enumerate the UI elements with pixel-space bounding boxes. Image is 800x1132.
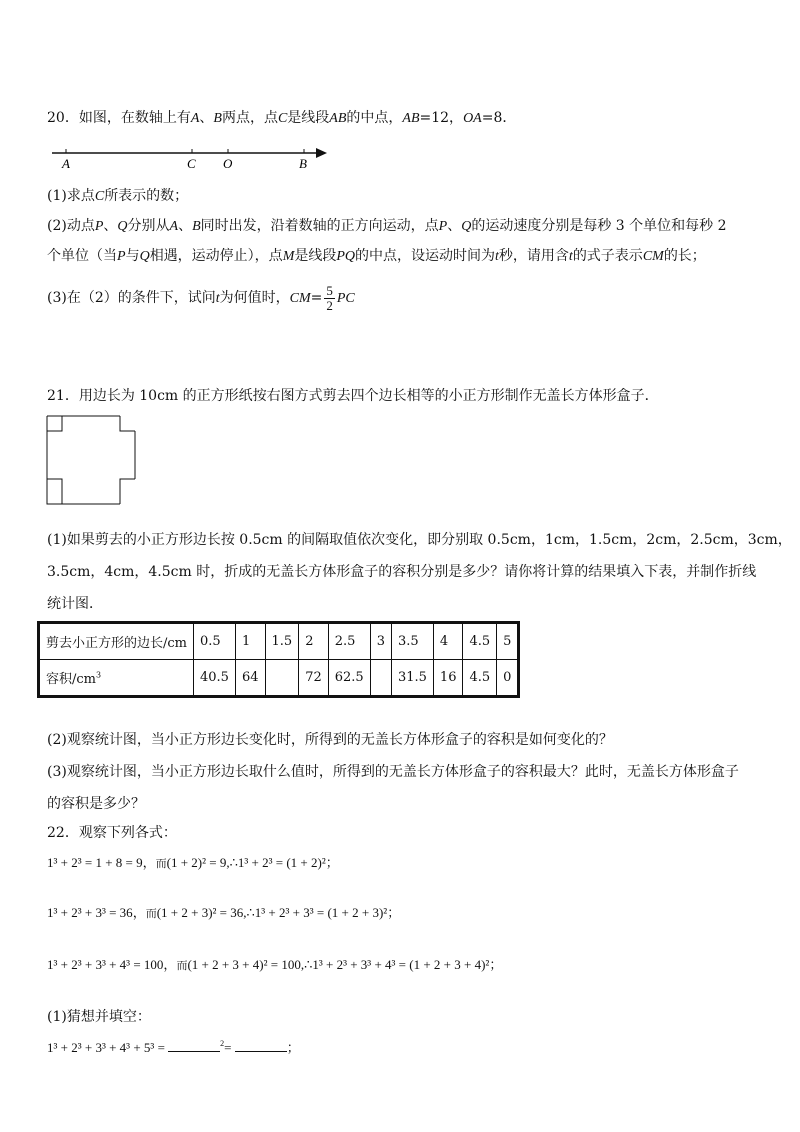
corner-cut-bottom-right [120, 479, 135, 504]
table-cell: 1.5 [265, 623, 299, 660]
table-cell: 2.5 [328, 623, 370, 660]
table-cell: 62.5 [328, 660, 370, 697]
q20-part3: (3)在（2）的条件下，试问t为何值时，CM= $\frac{5}{2}$ PC [47, 282, 355, 313]
table-cell: 1 [235, 623, 265, 660]
q20-stem: 20．如图，在数轴上有A、B两点，点C是线段AB的中点，AB=12，OA=8． [47, 110, 517, 126]
q22-part1: (1)猜想并填空： [47, 1009, 151, 1025]
q21-part2: (2)观察统计图，当小正方形边长变化时，所得到的无盖长方体形盒子的容积是如何变化的？ [47, 732, 613, 748]
q20-part2-line2: 个单位（当P与Q相遇，运动停止），点M是线段PQ的中点，设运动时间为t秒，请用含t的式子表示CM的长； [47, 248, 706, 264]
answer-blank-1[interactable] [168, 1037, 220, 1052]
table-cell [370, 660, 391, 697]
q22-stem: 22．观察下列各式： [47, 825, 177, 841]
label-a: A [62, 156, 70, 171]
table-cell: 0 [497, 660, 519, 697]
q22-fill-formula: 1³ + 2³ + 3³ + 4³ + 5³ = $^2$= ； [47, 1039, 300, 1055]
table-cell: 3.5 [391, 623, 433, 660]
label-c: C [187, 156, 196, 171]
answer-blank-2[interactable] [235, 1037, 287, 1052]
q21-part3-line2: 的容积是多少？ [47, 796, 145, 812]
q21-part3-line1: (3)观察统计图，当小正方形边长取什么值时，所得到的无盖长方体形盒子的容积最大？此时，无盖长方体形盒子 [47, 764, 739, 780]
q21-part1-line1: (1)如果剪去的小正方形边长按 0.5cm 的间隔取值依次变化，即分别取 0.5cm，1cm，1.5cm，2cm，2.5cm，3cm， [47, 532, 792, 548]
q22-formula-2: 1³ + 2³ + 3³ = 36，而(1 + 2 + 3)² = 36,∴1³ + 2³ + 3³ = (1 + 2 + 3)²； [47, 905, 401, 920]
table-cell: 16 [433, 660, 463, 697]
q21-part1-line3: 统计图． [47, 596, 103, 612]
table-cell: 0.5 [194, 623, 236, 660]
q20-part2-line1: (2)动点P、Q分别从A、B同时出发，沿着数轴的正方向运动，点P、Q的运动速度分别是每秒 3 个单位和每秒 2 [47, 218, 727, 234]
table-cell: 31.5 [391, 660, 433, 697]
q20-part1: (1)求点C所表示的数； [47, 188, 189, 204]
table-cell: 4.5 [463, 623, 497, 660]
fraction-five-halves: $\frac{5}{2}$ [326, 282, 333, 313]
q21-part1-line2: 3.5cm，4cm，4.5cm 时，折成的无盖长方体形盒子的容积分别是多少？请你将计算的结果填入下表，并制作折线 [47, 564, 757, 580]
corner-cut-top-right [120, 416, 135, 431]
table-cell: 72 [299, 660, 329, 697]
table-cell: 3 [370, 623, 391, 660]
corner-cut-bottom-left [47, 479, 62, 504]
table-cell: 4.5 [463, 660, 497, 697]
number-line-figure [48, 140, 338, 174]
paper-cut-figure [46, 415, 138, 505]
label-o: O [223, 156, 233, 171]
table-row [39, 623, 519, 660]
table-row [39, 660, 519, 697]
q22-formula-1: 1³ + 2³ = 1 + 8 = 9，而(1 + 2)² = 9,∴1³ + 2³ = (1 + 2)²； [47, 855, 339, 870]
q21-stem: 21．用边长为 10cm 的正方形纸按右图方式剪去四个边长相等的小正方形制作无盖长方体形盒子． [47, 388, 659, 404]
table-cell: 2 [299, 623, 329, 660]
arrow-icon [316, 148, 327, 158]
table-cell: 64 [235, 660, 265, 697]
table-cell [265, 660, 299, 697]
volume-table [37, 621, 520, 698]
label-b: B [299, 156, 307, 171]
table-cell: 40.5 [194, 660, 236, 697]
table-header-cell: 剪去小正方形的边长/cm [39, 623, 194, 660]
table-header-cell: 容积$/cm^3$ [39, 660, 194, 697]
corner-cut-top-left [47, 416, 62, 431]
table-cell: 4 [433, 623, 463, 660]
table-cell: 5 [497, 623, 519, 660]
q22-formula-3: 1³ + 2³ + 3³ + 4³ = 100，而(1 + 2 + 3 + 4)² = 100,∴1³ + 2³ + 3³ + 4³ = (1 + 2 + 3 + 4)²； [47, 957, 503, 972]
